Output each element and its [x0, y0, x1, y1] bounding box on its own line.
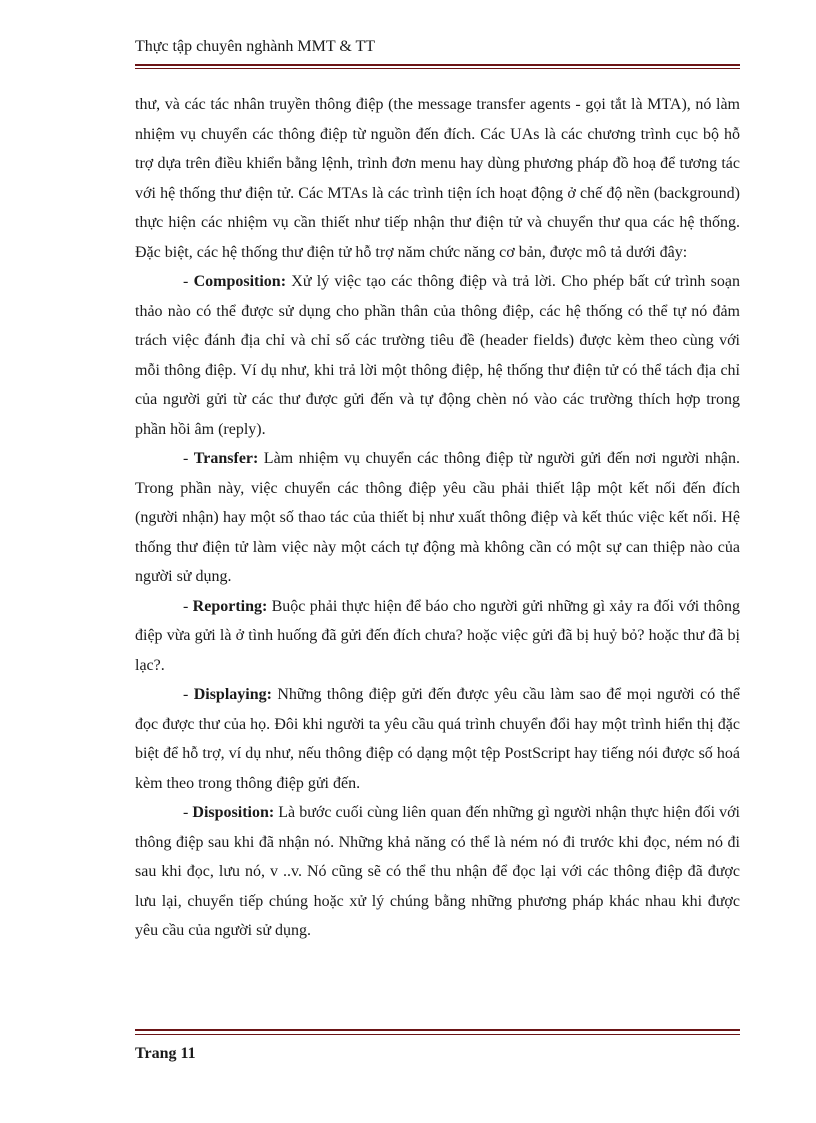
- item-text: Xử lý việc tạo các thông điệp và trả lời. Cho phép bất cứ trình soạn thảo nào có thể được sử dụng cho phần thân của thông điệp, các hệ thống có thể tự nó đảm trách việc đánh địa chỉ và chỉ số các trường tiêu đề (header fields) được kèm theo cùng với mỗi thông điệp. Ví dụ như, khi trả lời một thông điệp, hệ thống thư điện tử có thể tách địa chỉ của người gửi từ các thư được gửi đến và tự động chèn nó vào các trường thích hợp trong phần hồi âm (reply).: [135, 273, 741, 438]
- item-text: Làm nhiệm vụ chuyển các thông điệp từ người gửi đến nơi người nhận. Trong phần này, việc chuyển các thông điệp yêu cầu phải thiết lập một kết nối đến đích (người nhận) hay một số thao tác của thiết bị như xuất thông điệp và kết thúc việc kết nối. Hệ thống thư điện tử làm việc này một cách tự động mà không cần có một sự can thiệp nào của người sử dụng.: [135, 450, 741, 585]
- item-composition: [135, 267, 740, 444]
- item-prefix: -: [183, 804, 193, 821]
- header-rule-bottom: [135, 68, 740, 69]
- item-text: Những thông điệp gửi đến được yêu cầu làm sao để mọi người có thể đọc được thư của họ. Đôi khi người ta yêu cầu quá trình chuyển đổi hay một trình hiển thị đặc biệt để hỗ trợ, ví dụ như, nếu thông điệp có dạng một tệp PostScript hay tiếng nói được số hoá kèm theo trong thông điệp gửi đến.: [135, 686, 741, 792]
- page-number: Trang 11: [135, 1045, 196, 1062]
- item-term: Displaying:: [193, 686, 272, 703]
- item-term: Reporting:: [192, 597, 268, 615]
- item-prefix: -: [183, 450, 194, 467]
- item-reporting: [135, 592, 740, 681]
- item-prefix: -: [183, 686, 194, 703]
- footer-rule-bottom: [135, 1034, 740, 1035]
- item-term: Disposition:: [192, 804, 275, 821]
- item-prefix: -: [183, 273, 194, 290]
- header-rule-top: [135, 64, 740, 66]
- item-term: Transfer:: [193, 450, 259, 467]
- intro-paragraph: thư, và các tác nhân truyền thông điệp (the message transfer agents - gọi tắt là MTA), nó làm nhiệm vụ chuyển các thông điệp từ nguồn đến đích. Các UAs là các chương trình cục bộ hỗ trợ dựa trên điều khiển bằng lệnh, trình đơn menu hay dùng phương pháp đồ hoạ để tương tác với hệ thống thư điện tử. Các MTAs là các trình tiện ích hoạt động ở chế độ nền (background) thực hiện các nhiệm vụ cần thiết như tiếp nhận thư điện tử và chuyển thư qua các hệ thống. Đặc biệt, các hệ thống thư điện tử hỗ trợ năm chức năng cơ bản, được mô tả dưới đây:: [135, 96, 740, 261]
- item-displaying: [135, 680, 740, 798]
- item-term: Composition:: [193, 273, 287, 290]
- item-text: Buộc phải thực hiện để báo cho người gửi những gì xảy ra đối với thông điệp vừa gửi là ở tình huống đã gửi đến đích chưa? hoặc việc gửi đã bị huỷ bỏ? hoặc thư đã bị lạc?.: [135, 597, 741, 674]
- item-prefix: -: [183, 597, 193, 615]
- header-title: Thực tập chuyên nghành MMT & TT: [135, 38, 376, 55]
- item-transfer: [135, 444, 740, 592]
- item-text: Là bước cuối cùng liên quan đến những gì người nhận thực hiện đối với thông điệp sau khi đã nhận nó. Những khả năng có thể là ném nó đi trước khi đọc, ném nó đi sau khi đọc, lưu nó, v ..v. Nó cũng sẽ có thể thu nhận để đọc lại với các thông điệp đã được lưu lại, chuyển tiếp chúng hoặc xử lý chúng bằng những phương pháp khác nhau khi được yêu cầu của người sử dụng.: [135, 804, 740, 939]
- footer-rule-top: [135, 1029, 740, 1031]
- document-body: [135, 90, 740, 946]
- item-disposition: [135, 798, 740, 946]
